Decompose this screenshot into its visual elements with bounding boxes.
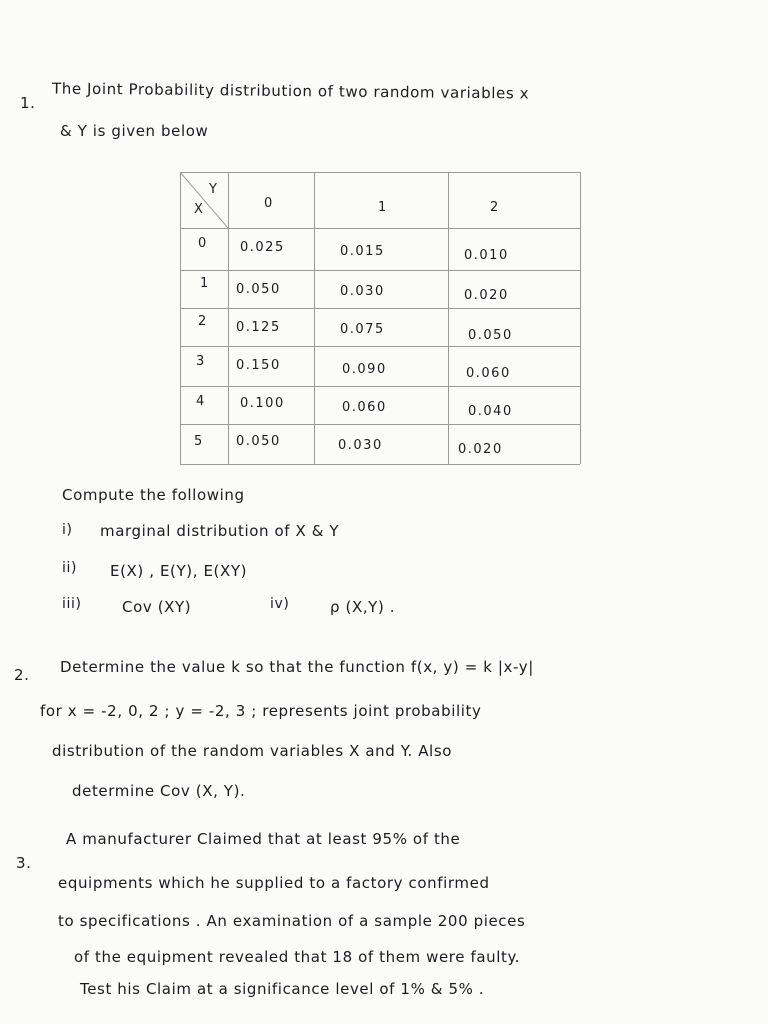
question-2-line-2: for x = -2, 0, 2 ; y = -2, 3 ; represents joint probability <box>40 702 482 720</box>
part-i-text: marginal distribution of X & Y <box>100 522 340 540</box>
corner-x-label: X <box>194 202 205 217</box>
part-label: ii) <box>62 560 78 576</box>
table-cell: 0.125 <box>236 320 281 335</box>
corner-y-label: Y <box>209 182 219 197</box>
col-header: 0 <box>264 196 274 211</box>
table-cell: 0.060 <box>342 400 387 415</box>
question-3-line-3: to specifications . An examination of a sample 200 pieces <box>58 912 526 930</box>
table-cell: 0.050 <box>236 282 281 297</box>
row-x-label: 5 <box>194 434 204 449</box>
table-cell: 0.075 <box>340 322 385 337</box>
question-3-line-5: Test his Claim at a significance level of 1% & 5% . <box>80 980 485 998</box>
table-cell: 0.025 <box>240 240 285 255</box>
table-cell: 0.015 <box>340 244 385 259</box>
table-cell: 0.100 <box>240 396 285 411</box>
part-iv-text: ρ (X,Y) . <box>330 598 396 616</box>
question-3-number: 3. <box>16 854 32 872</box>
table-cell: 0.020 <box>464 288 509 303</box>
row-x-label: 3 <box>196 354 206 369</box>
table-cell: 0.010 <box>464 248 509 263</box>
table-cell: 0.150 <box>236 358 281 373</box>
question-2-number: 2. <box>14 666 30 684</box>
question-2-line-4: determine Cov (X, Y). <box>72 782 246 800</box>
table-cell: 0.030 <box>338 438 383 453</box>
question-3-line-4: of the equipment revealed that 18 of them were faulty. <box>74 948 521 966</box>
question-2-line-1: Determine the value k so that the function f(x, y) = k |x-y| <box>60 658 534 676</box>
table-cell: 0.050 <box>236 434 281 449</box>
col-header: 2 <box>490 200 500 215</box>
table-cell: 0.040 <box>468 404 513 419</box>
row-x-label: 1 <box>200 276 210 291</box>
joint-probability-table <box>180 172 580 464</box>
question-2-line-3: distribution of the random variables X and Y. Also <box>52 742 453 760</box>
question-3-line-1: A manufacturer Claimed that at least 95% of the <box>66 830 461 848</box>
question-1-number: 1. <box>20 94 36 112</box>
row-x-label: 4 <box>196 394 206 409</box>
table-cell: 0.020 <box>458 442 503 457</box>
part-iii-text: Cov (XY) <box>122 598 192 616</box>
question-1-line-1: The Joint Probability distribution of two random variables x <box>51 79 530 103</box>
compute-heading: Compute the following <box>62 486 245 504</box>
table-cell: 0.030 <box>340 284 385 299</box>
table-cell: 0.060 <box>466 366 511 381</box>
corner-diagonal <box>180 172 228 228</box>
row-x-label: 0 <box>198 236 208 251</box>
part-ii-text: E(X) , E(Y), E(XY) <box>110 562 248 580</box>
table-cell: 0.050 <box>468 328 513 343</box>
part-label: iii) <box>62 596 82 612</box>
question-3-line-2: equipments which he supplied to a factory confirmed <box>58 874 490 892</box>
row-x-label: 2 <box>198 314 208 329</box>
col-header: 1 <box>378 200 388 215</box>
part-label: i) <box>62 522 73 538</box>
question-1-line-2: & Y is given below <box>60 122 209 140</box>
table-cell: 0.090 <box>342 362 387 377</box>
part-label: iv) <box>270 596 290 612</box>
